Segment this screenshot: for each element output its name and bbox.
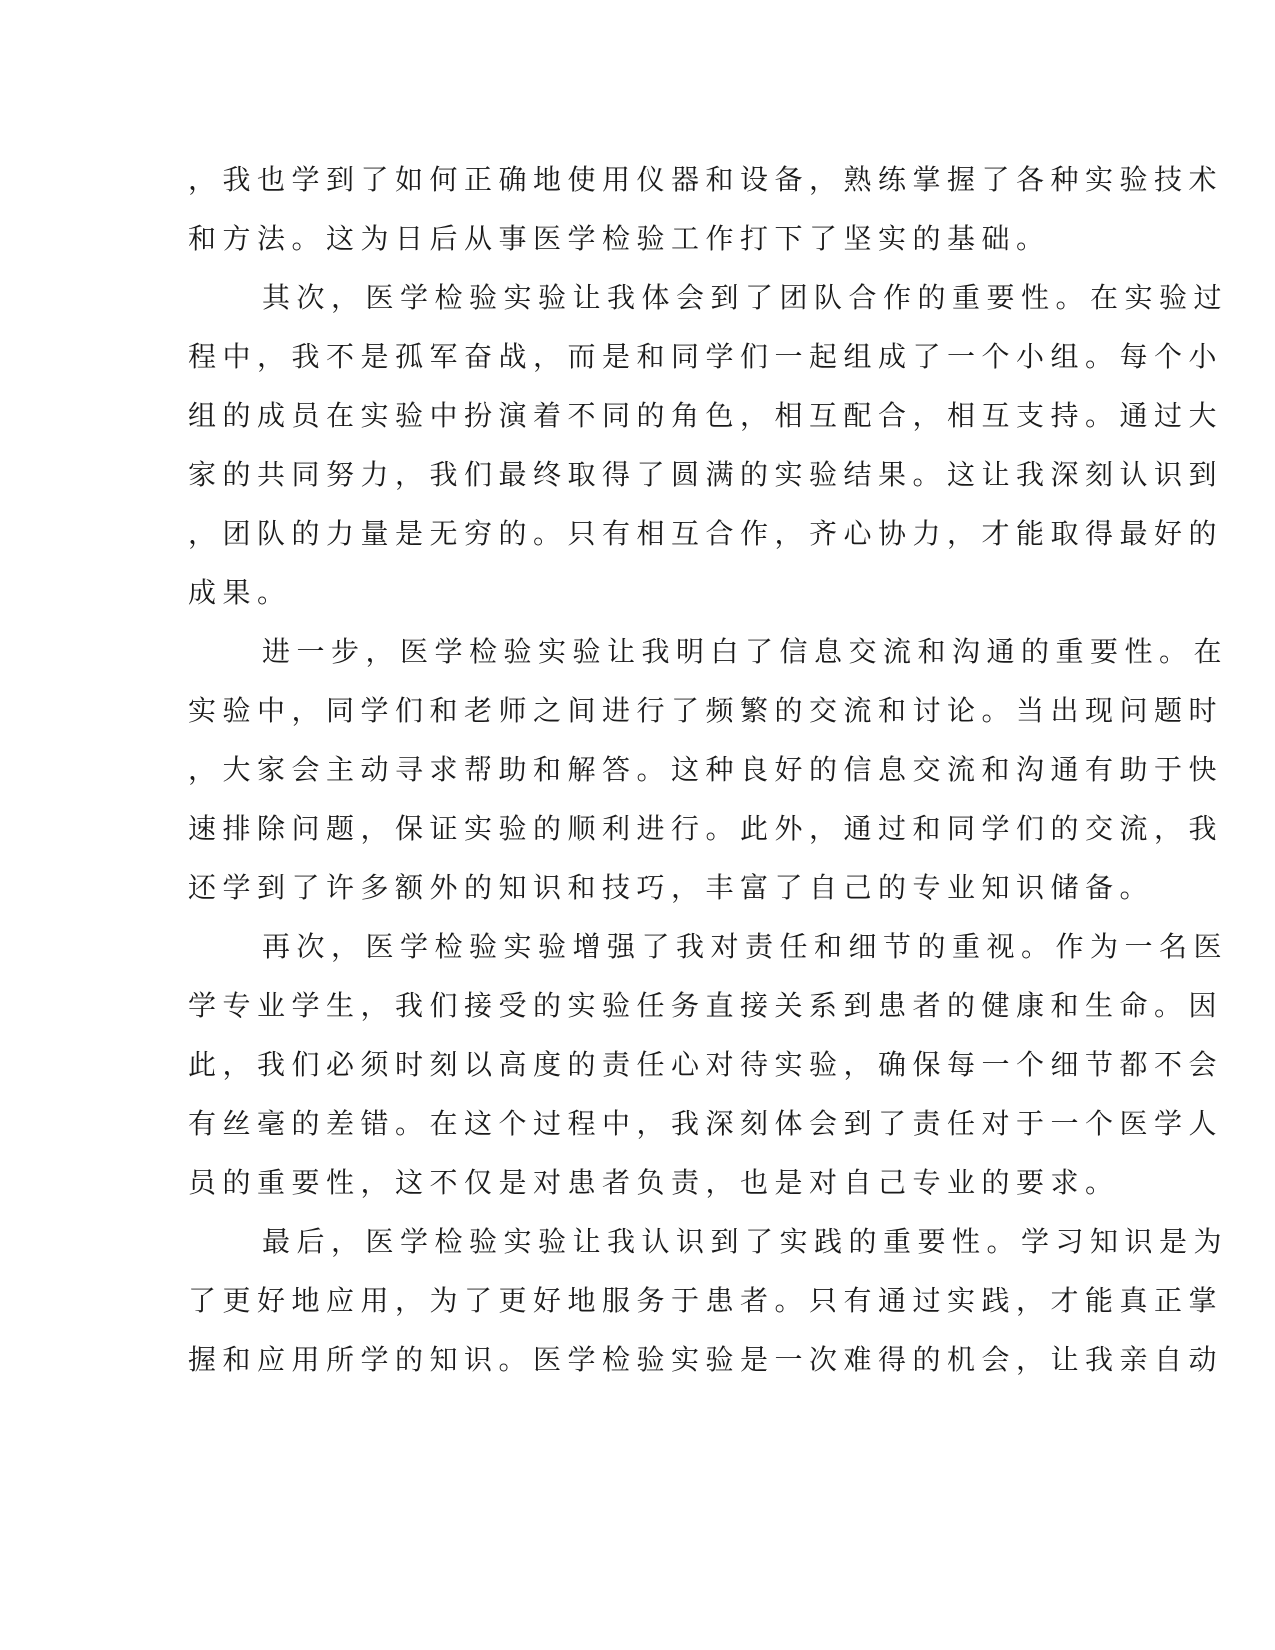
text-line: 家的共同努力，我们最终取得了圆满的实验结果。这让我深刻认识到 [188, 458, 1224, 491]
text-line: 组的成员在实验中扮演着不同的角色，相互配合，相互支持。通过大 [188, 399, 1224, 432]
text-line: 速排除问题，保证实验的顺利进行。此外，通过和同学们的交流，我 [188, 812, 1224, 845]
text-line: 握和应用所学的知识。医学检验实验是一次难得的机会，让我亲自动 [188, 1343, 1224, 1376]
text-line: 成果。 [188, 576, 292, 609]
text-line: 了更好地应用，为了更好地服务于患者。只有通过实践，才能真正掌 [188, 1284, 1224, 1317]
text-line: 其次，医学检验实验让我体会到了团队合作的重要性。在实验过 [262, 281, 1229, 314]
text-line: 程中，我不是孤军奋战，而是和同学们一起组成了一个小组。每个小 [188, 340, 1224, 373]
text-line: 此，我们必须时刻以高度的责任心对待实验，确保每一个细节都不会 [188, 1048, 1224, 1081]
text-line: 还学到了许多额外的知识和技巧，丰富了自己的专业知识储备。 [188, 871, 1155, 904]
text-line: ，团队的力量是无穷的。只有相互合作，齐心协力，才能取得最好的 [188, 517, 1224, 550]
text-line: ，我也学到了如何正确地使用仪器和设备，熟练掌握了各种实验技术 [188, 163, 1224, 196]
text-line: 员的重要性，这不仅是对患者负责，也是对自己专业的要求。 [188, 1166, 1120, 1199]
text-line: ，大家会主动寻求帮助和解答。这种良好的信息交流和沟通有助于快 [188, 753, 1224, 786]
text-line: 和方法。这为日后从事医学检验工作打下了坚实的基础。 [188, 222, 1051, 255]
text-line: 再次，医学检验实验增强了我对责任和细节的重视。作为一名医 [262, 930, 1229, 963]
text-line: 最后，医学检验实验让我认识到了实践的重要性。学习知识是为 [262, 1225, 1229, 1258]
text-line: 实验中，同学们和老师之间进行了频繁的交流和讨论。当出现问题时 [188, 694, 1224, 727]
text-line: 有丝毫的差错。在这个过程中，我深刻体会到了责任对于一个医学人 [188, 1107, 1224, 1140]
text-line: 学专业学生，我们接受的实验任务直接关系到患者的健康和生命。因 [188, 989, 1224, 1022]
text-line: 进一步，医学检验实验让我明白了信息交流和沟通的重要性。在 [262, 635, 1229, 668]
